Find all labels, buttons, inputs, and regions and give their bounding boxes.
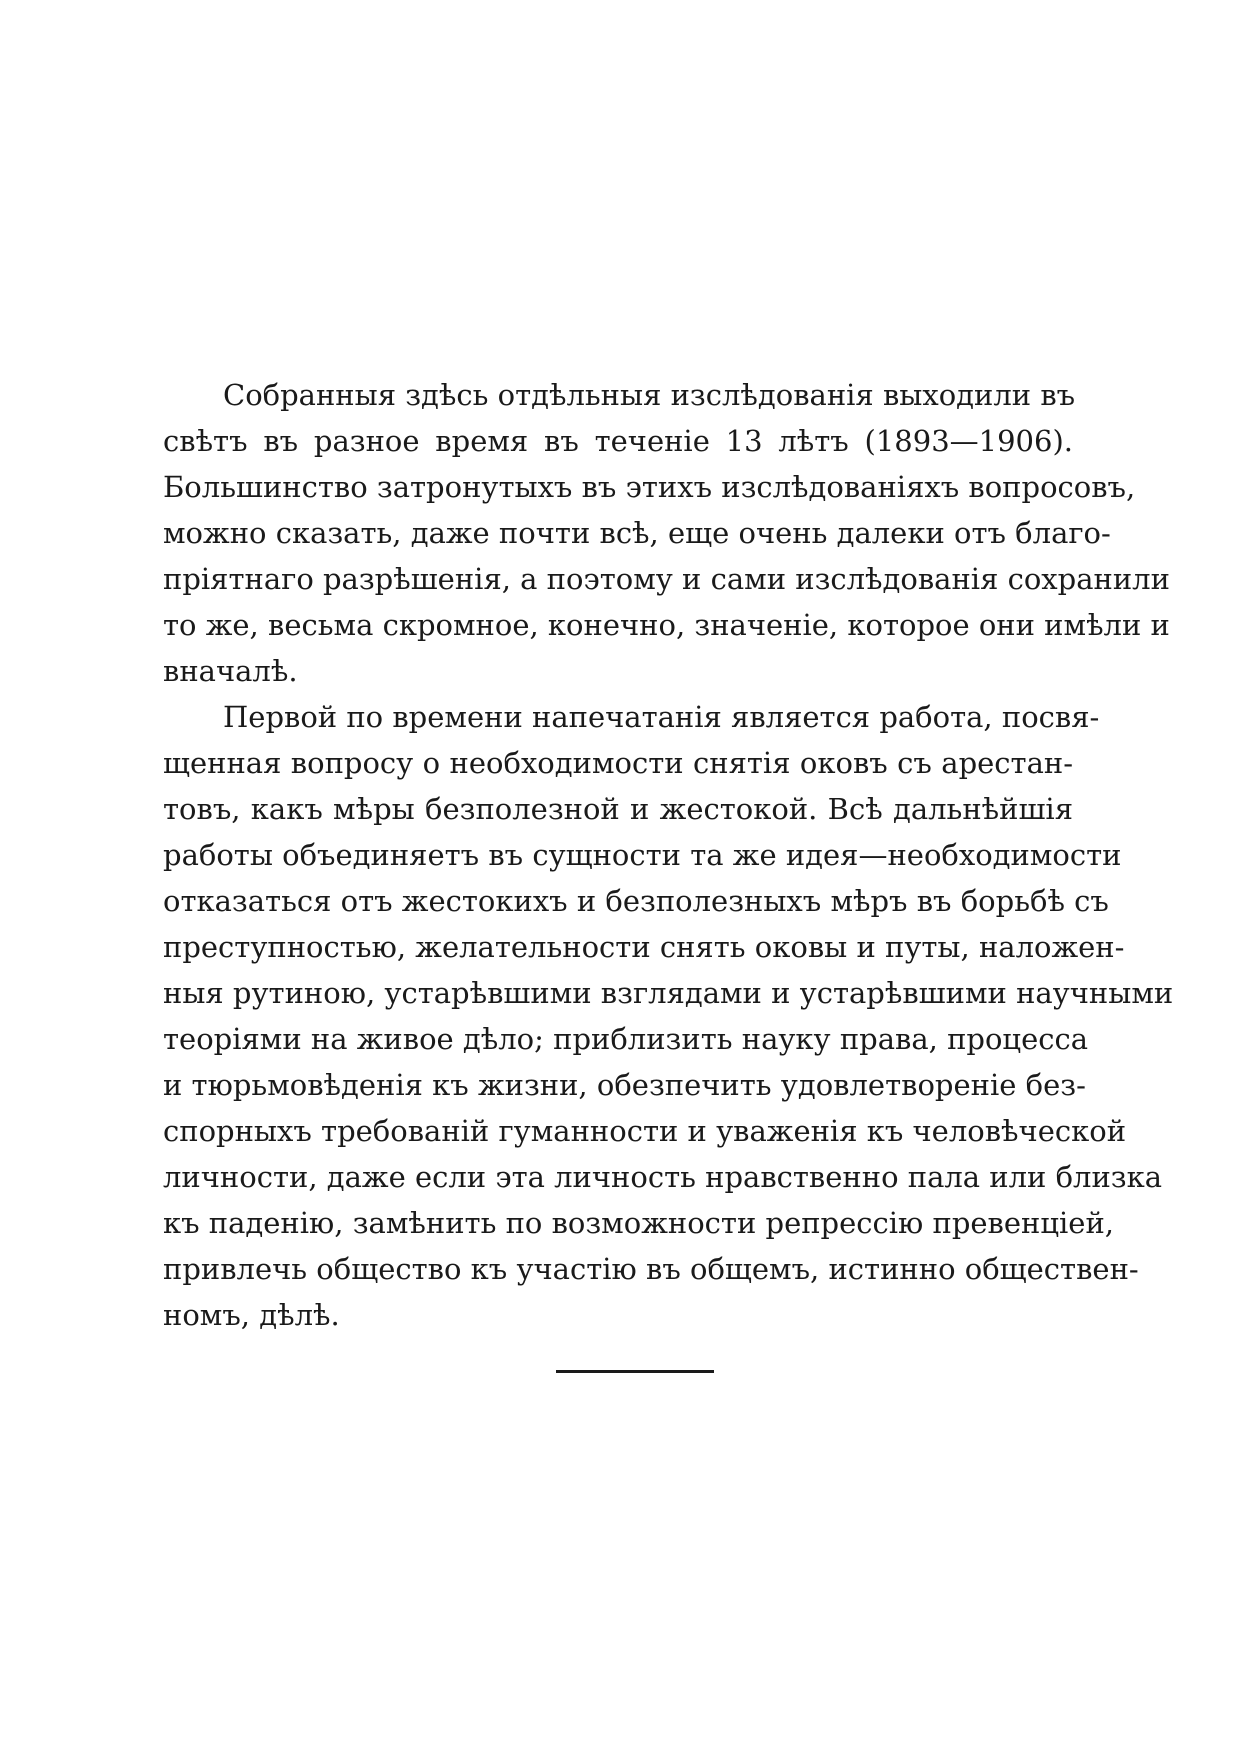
text-line: Первой по времени напечатанія является работа, посвя- — [223, 700, 1100, 734]
text-line: ныя рутиною, устарѣвшими взглядами и устарѣвшими научными — [163, 976, 1174, 1010]
text-line: свѣтъ въ разное время въ теченіе 13 лѣтъ (1893—1906). — [163, 424, 1073, 458]
text-line: вначалѣ. — [163, 654, 298, 688]
text-line: номъ, дѣлѣ. — [163, 1298, 340, 1332]
text-line: щенная вопросу о необходимости снятія оковъ съ арестан- — [163, 746, 1073, 780]
text-line: личности, даже если эта личность нравственно пала или близка — [163, 1160, 1163, 1194]
text-line: пріятнаго разрѣшенія, а поэтому и сами изслѣдованія сохранили — [163, 562, 1170, 596]
text-line: спорныхъ требованій гуманности и уваженія къ человѣческой — [163, 1114, 1127, 1148]
preface-text — [163, 372, 1174, 1338]
text-line: работы объединяетъ въ сущности та же идея—необходимости — [163, 838, 1122, 872]
text-line: отказаться отъ жестокихъ и безполезныхъ мѣръ въ борьбѣ съ — [163, 884, 1109, 918]
text-line: Собранныя здѣсь отдѣльныя изслѣдованія выходили въ — [223, 378, 1076, 412]
text-line: преступностью, желательности снять оковы и путы, наложен- — [163, 930, 1125, 964]
text-line: къ паденію, замѣнить по возможности репрессію превенціей, — [163, 1206, 1115, 1240]
text-line: и тюрьмовѣденія къ жизни, обезпечить удовлетвореніе без- — [163, 1068, 1086, 1102]
text-line: Большинство затронутыхъ въ этихъ изслѣдованіяхъ вопросовъ, — [163, 470, 1136, 504]
section-divider — [556, 1370, 714, 1373]
text-line: можно сказать, даже почти всѣ, еще очень далеки отъ благо- — [163, 516, 1111, 550]
text-line: привлечь общество къ участію въ общемъ, истинно обществен- — [163, 1252, 1139, 1286]
paragraph-1 — [163, 372, 1170, 694]
text-line: то же, весьма скромное, конечно, значеніе, которое они имѣли и — [163, 608, 1170, 642]
text-line: товъ, какъ мѣры безполезной и жестокой. Всѣ дальнѣйшія — [163, 792, 1073, 826]
text-line: теоріями на живое дѣло; приблизить науку права, процесса — [163, 1022, 1089, 1056]
paragraph-2 — [163, 694, 1174, 1338]
